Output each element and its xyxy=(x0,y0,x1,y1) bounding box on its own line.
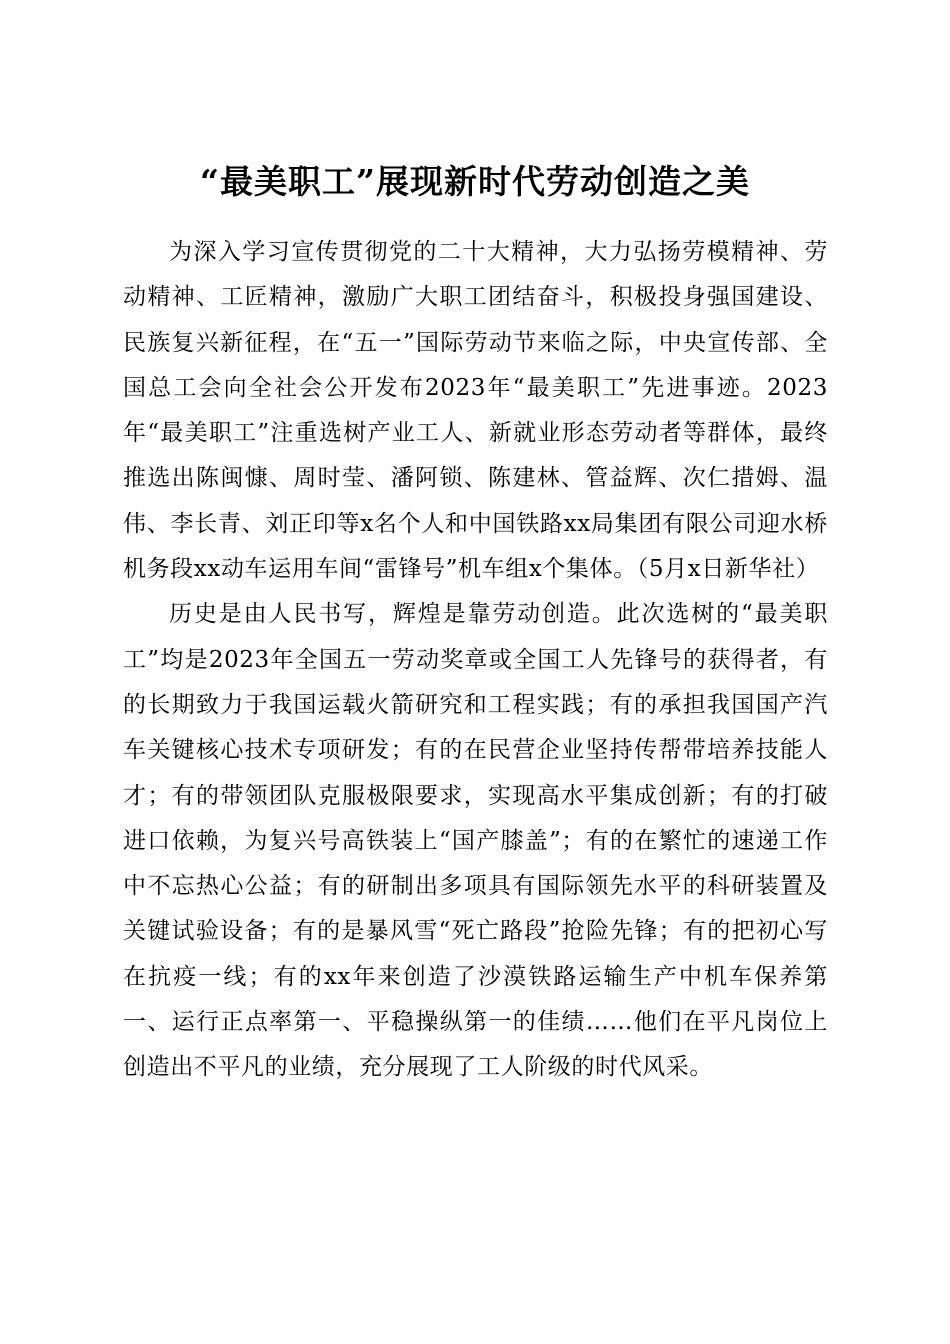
paragraph-1: 为深入学习宣传贯彻党的二十大精神，大力弘扬劳模精神、劳动精神、工匠精神，激励广大职工团结奋斗，积极投身强国建设、民族复兴新征程，在“五一”国际劳动节来临之际，中央宣传部、全国总工会向全社会公开发布2023年“最美职工”先进事迹。2023年“最美职工”注重选树产业工人、新就业形态劳动者等群体，最终推选出陈闽慷、周时莹、潘阿锁、陈建林、管益辉、次仁措姆、温伟、李长青、刘正印等x名个人和中国铁路xx局集团有限公司迎水桥机务段xx动车运用车间“雷锋号”机车组x个集体。（5月x日新华社） xyxy=(123,239,828,583)
document-body xyxy=(123,230,828,1091)
paragraph-2: 历史是由人民书写，辉煌是靠劳动创造。此次选树的“最美职工”均是2023年全国五一劳动奖章或全国工人先锋号的获得者，有的长期致力于我国运载火箭研究和工程实践；有的承担我国国产汽车关键核心技术专项研发；有的在民营企业坚持传帮带培养技能人才；有的带领团队克服极限要求，实现高水平集成创新；有的打破进口依赖，为复兴号高铁装上“国产膝盖”；有的在繁忙的速递工作中不忘热心公益；有的研制出多项具有国际领先水平的科研装置及关键试验设备；有的是暴风雪“死亡路段”抢险先锋；有的把初心写在抗疫一线；有的xx年来创造了沙漠铁路运输生产中机车保养第一、运行正点率第一、平稳操纵第一的佳绩……他们在平凡岗位上创造出不平凡的业绩，充分展现了工人阶级的时代风采。 xyxy=(123,601,828,1081)
document-title: “最美职工”展现新时代劳动创造之美 xyxy=(200,162,750,202)
